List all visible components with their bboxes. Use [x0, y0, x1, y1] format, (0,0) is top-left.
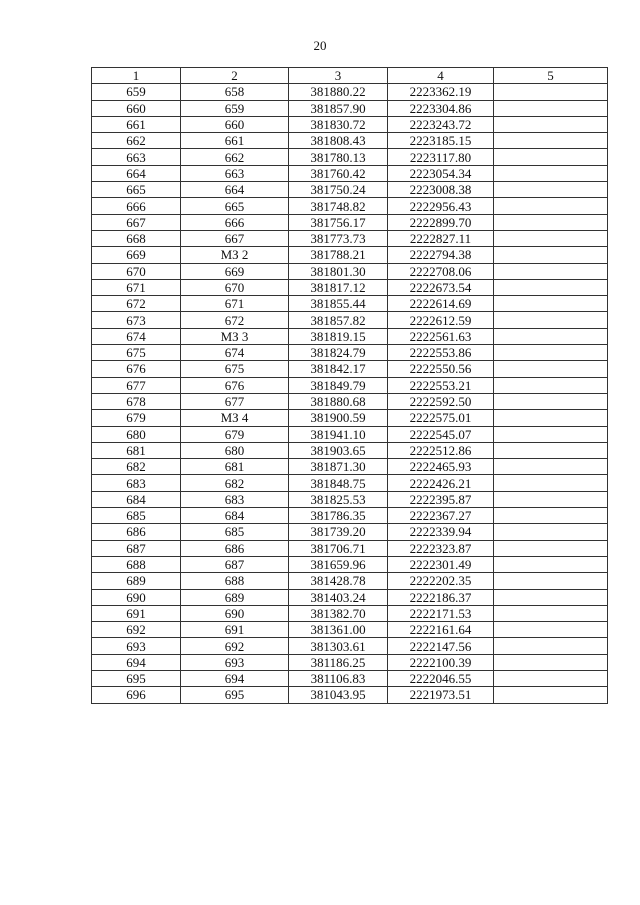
table-cell: 381756.17 [289, 214, 388, 230]
table-cell: 680 [92, 426, 181, 442]
table-cell: 672 [92, 296, 181, 312]
table-row [92, 508, 608, 524]
table-cell: 691 [92, 605, 181, 621]
table-cell: 381880.22 [289, 84, 388, 100]
table-cell: 662 [92, 133, 181, 149]
table-cell: 381706.71 [289, 540, 388, 556]
table-cell: 683 [181, 491, 289, 507]
table-row [92, 589, 608, 605]
table-cell: 2222186.37 [388, 589, 494, 605]
table-cell: 2222171.53 [388, 605, 494, 621]
table-row [92, 100, 608, 116]
table-cell: 2222708.06 [388, 263, 494, 279]
table-cell: 381903.65 [289, 442, 388, 458]
table-cell [494, 279, 608, 295]
table-cell: 665 [92, 182, 181, 198]
table-row [92, 312, 608, 328]
table-cell: 663 [181, 165, 289, 181]
table-cell: 660 [181, 116, 289, 132]
table-cell: 681 [181, 459, 289, 475]
table-cell: 687 [92, 540, 181, 556]
table-cell: 665 [181, 198, 289, 214]
table-cell: 674 [181, 345, 289, 361]
table-cell: 381382.70 [289, 605, 388, 621]
table-cell: 2222465.93 [388, 459, 494, 475]
table-cell: 682 [92, 459, 181, 475]
table-cell: 682 [181, 475, 289, 491]
table-cell: 677 [92, 377, 181, 393]
table-cell: 695 [92, 670, 181, 686]
table-cell: 667 [92, 214, 181, 230]
table-cell: 659 [181, 100, 289, 116]
table-cell: 661 [181, 133, 289, 149]
table-row [92, 296, 608, 312]
table-cell [494, 361, 608, 377]
table-cell: 677 [181, 393, 289, 409]
table-row [92, 165, 608, 181]
table-cell [494, 589, 608, 605]
table-cell: 667 [181, 230, 289, 246]
table-cell [494, 491, 608, 507]
table-row [92, 198, 608, 214]
table-cell: 381857.82 [289, 312, 388, 328]
table-cell: 381848.75 [289, 475, 388, 491]
table-cell: 664 [92, 165, 181, 181]
table-cell: 381900.59 [289, 410, 388, 426]
table-cell: 2222161.64 [388, 622, 494, 638]
table-cell: 381819.15 [289, 328, 388, 344]
table-cell [494, 605, 608, 621]
table-cell: МЗ 2 [181, 247, 289, 263]
table-cell [494, 328, 608, 344]
table-cell: 672 [181, 312, 289, 328]
table-row [92, 328, 608, 344]
table-cell: 381855.44 [289, 296, 388, 312]
table-cell: 381106.83 [289, 670, 388, 686]
table-cell: 381186.25 [289, 654, 388, 670]
table-cell: 2222426.21 [388, 475, 494, 491]
table-cell: 381830.72 [289, 116, 388, 132]
table-cell [494, 459, 608, 475]
table-cell [494, 670, 608, 686]
table-cell: 2222367.27 [388, 508, 494, 524]
table-row [92, 182, 608, 198]
table-cell: 2222673.54 [388, 279, 494, 295]
table-cell [494, 100, 608, 116]
table-cell [494, 247, 608, 263]
table-cell: 670 [92, 263, 181, 279]
table-cell: 381748.82 [289, 198, 388, 214]
table-row [92, 605, 608, 621]
table-row [92, 263, 608, 279]
table-cell: 696 [92, 687, 181, 703]
table-cell: 681 [92, 442, 181, 458]
table-cell: 2222561.63 [388, 328, 494, 344]
table-cell: 669 [92, 247, 181, 263]
table-cell: 670 [181, 279, 289, 295]
table-cell: 2223008.38 [388, 182, 494, 198]
table-cell: 2222794.38 [388, 247, 494, 263]
table-cell: 678 [92, 393, 181, 409]
table-cell: 674 [92, 328, 181, 344]
table-cell: 381303.61 [289, 638, 388, 654]
table-cell [494, 312, 608, 328]
table-cell: 381361.00 [289, 622, 388, 638]
column-header: 1 [92, 68, 181, 84]
table-cell: 671 [92, 279, 181, 295]
table-cell: 381808.43 [289, 133, 388, 149]
table-cell [494, 475, 608, 491]
table-cell: 381739.20 [289, 524, 388, 540]
table-row [92, 410, 608, 426]
table-cell: 381760.42 [289, 165, 388, 181]
column-header: 3 [289, 68, 388, 84]
table-cell [494, 230, 608, 246]
table-row [92, 573, 608, 589]
table-cell: 2222592.50 [388, 393, 494, 409]
table-cell: 2222827.11 [388, 230, 494, 246]
table-cell [494, 149, 608, 165]
table-cell: 658 [181, 84, 289, 100]
table-cell: 381750.24 [289, 182, 388, 198]
coordinates-table [91, 67, 608, 704]
table-cell: 661 [92, 116, 181, 132]
table-cell: 381857.90 [289, 100, 388, 116]
table-cell: 685 [92, 508, 181, 524]
table-cell [494, 84, 608, 100]
table-cell [494, 622, 608, 638]
table-row [92, 475, 608, 491]
table-cell: 692 [181, 638, 289, 654]
table-cell: 671 [181, 296, 289, 312]
table-cell: 663 [92, 149, 181, 165]
table-cell: 2223054.34 [388, 165, 494, 181]
table-cell: 666 [92, 198, 181, 214]
table-row [92, 638, 608, 654]
table-row [92, 687, 608, 703]
table-cell: 673 [92, 312, 181, 328]
table-cell: 662 [181, 149, 289, 165]
table-cell [494, 377, 608, 393]
table-row [92, 426, 608, 442]
table-cell: 381801.30 [289, 263, 388, 279]
table-cell: 2223117.80 [388, 149, 494, 165]
table-cell: 669 [181, 263, 289, 279]
table-row [92, 670, 608, 686]
table-row [92, 459, 608, 475]
column-header: 2 [181, 68, 289, 84]
table-cell: 2222899.70 [388, 214, 494, 230]
table-row [92, 654, 608, 670]
table-cell: 2222339.94 [388, 524, 494, 540]
column-header: 5 [494, 68, 608, 84]
table-cell [494, 296, 608, 312]
table-cell: 694 [92, 654, 181, 670]
table-cell: 381871.30 [289, 459, 388, 475]
table-cell: 381849.79 [289, 377, 388, 393]
table-cell: 381825.53 [289, 491, 388, 507]
table-cell: 2222612.59 [388, 312, 494, 328]
table-cell: 690 [92, 589, 181, 605]
table-cell: 2222202.35 [388, 573, 494, 589]
table-row [92, 116, 608, 132]
table-cell [494, 573, 608, 589]
table-cell [494, 198, 608, 214]
table-cell: 679 [181, 426, 289, 442]
table-cell: 381428.78 [289, 573, 388, 589]
table-cell: 381659.96 [289, 556, 388, 572]
table-cell [494, 687, 608, 703]
table-cell [494, 556, 608, 572]
table-cell: 666 [181, 214, 289, 230]
table-row [92, 361, 608, 377]
table-cell [494, 638, 608, 654]
table-cell: 686 [92, 524, 181, 540]
table-cell: 675 [181, 361, 289, 377]
table-cell: 2223243.72 [388, 116, 494, 132]
table-cell: 2222395.87 [388, 491, 494, 507]
table-cell: 687 [181, 556, 289, 572]
table-row [92, 247, 608, 263]
table-cell: 381773.73 [289, 230, 388, 246]
table-cell: 2222323.87 [388, 540, 494, 556]
table-cell: 381786.35 [289, 508, 388, 524]
table-cell: 2221973.51 [388, 687, 494, 703]
table-cell [494, 116, 608, 132]
table-cell: 381817.12 [289, 279, 388, 295]
table-cell: 684 [92, 491, 181, 507]
table-cell: 680 [181, 442, 289, 458]
table-row [92, 377, 608, 393]
table-cell [494, 410, 608, 426]
table-row [92, 442, 608, 458]
table-row [92, 214, 608, 230]
table-cell: 2222553.21 [388, 377, 494, 393]
table-header-row [92, 68, 608, 84]
table-row [92, 491, 608, 507]
table-cell: 2222301.49 [388, 556, 494, 572]
table-cell: 2222575.01 [388, 410, 494, 426]
table-cell [494, 426, 608, 442]
table-row [92, 524, 608, 540]
table-cell: 664 [181, 182, 289, 198]
table-cell [494, 214, 608, 230]
table-cell: 689 [92, 573, 181, 589]
table-row [92, 622, 608, 638]
table-cell [494, 508, 608, 524]
table-cell: 2222550.56 [388, 361, 494, 377]
table-cell: 676 [92, 361, 181, 377]
table-row [92, 133, 608, 149]
table-cell: 691 [181, 622, 289, 638]
table-cell: 690 [181, 605, 289, 621]
table-cell: 688 [181, 573, 289, 589]
table-cell [494, 393, 608, 409]
table-cell [494, 442, 608, 458]
table-row [92, 149, 608, 165]
table-cell [494, 263, 608, 279]
table-cell [494, 345, 608, 361]
table-cell: 688 [92, 556, 181, 572]
table-cell: 381842.17 [289, 361, 388, 377]
table-cell: 676 [181, 377, 289, 393]
table-cell: 2222614.69 [388, 296, 494, 312]
table-cell: 660 [92, 100, 181, 116]
table-cell: 2222100.39 [388, 654, 494, 670]
table-cell: 381043.95 [289, 687, 388, 703]
table-row [92, 230, 608, 246]
table-cell [494, 654, 608, 670]
column-header: 4 [388, 68, 494, 84]
table-row [92, 556, 608, 572]
table-body [92, 84, 608, 703]
table-cell: 2222956.43 [388, 198, 494, 214]
table-cell: 695 [181, 687, 289, 703]
table-cell: 694 [181, 670, 289, 686]
table-cell [494, 133, 608, 149]
table-cell: 685 [181, 524, 289, 540]
table-cell: 689 [181, 589, 289, 605]
table-cell: 684 [181, 508, 289, 524]
table-cell: 2222512.86 [388, 442, 494, 458]
table-cell: МЗ 4 [181, 410, 289, 426]
table-row [92, 345, 608, 361]
table-cell: 2223362.19 [388, 84, 494, 100]
table-cell: 2223185.15 [388, 133, 494, 149]
table-cell: 381941.10 [289, 426, 388, 442]
table-cell: МЗ 3 [181, 328, 289, 344]
table-cell: 683 [92, 475, 181, 491]
table-cell: 692 [92, 622, 181, 638]
table-cell: 2222545.07 [388, 426, 494, 442]
table-cell: 659 [92, 84, 181, 100]
table-cell: 381780.13 [289, 149, 388, 165]
table-cell: 668 [92, 230, 181, 246]
table-cell: 686 [181, 540, 289, 556]
table-cell: 2222553.86 [388, 345, 494, 361]
table-cell: 675 [92, 345, 181, 361]
page-number: 20 [313, 38, 327, 53]
table-row [92, 540, 608, 556]
table-cell: 2222046.55 [388, 670, 494, 686]
table-cell: 679 [92, 410, 181, 426]
table-cell [494, 540, 608, 556]
table-cell: 381824.79 [289, 345, 388, 361]
table-cell [494, 165, 608, 181]
table-cell: 381788.21 [289, 247, 388, 263]
table-cell: 2222147.56 [388, 638, 494, 654]
table-row [92, 393, 608, 409]
table-row [92, 279, 608, 295]
table-cell: 693 [181, 654, 289, 670]
table-cell [494, 182, 608, 198]
table-cell: 2223304.86 [388, 100, 494, 116]
table-cell: 381880.68 [289, 393, 388, 409]
table-cell: 381403.24 [289, 589, 388, 605]
table-cell: 693 [92, 638, 181, 654]
table-cell [494, 524, 608, 540]
table-row [92, 84, 608, 100]
